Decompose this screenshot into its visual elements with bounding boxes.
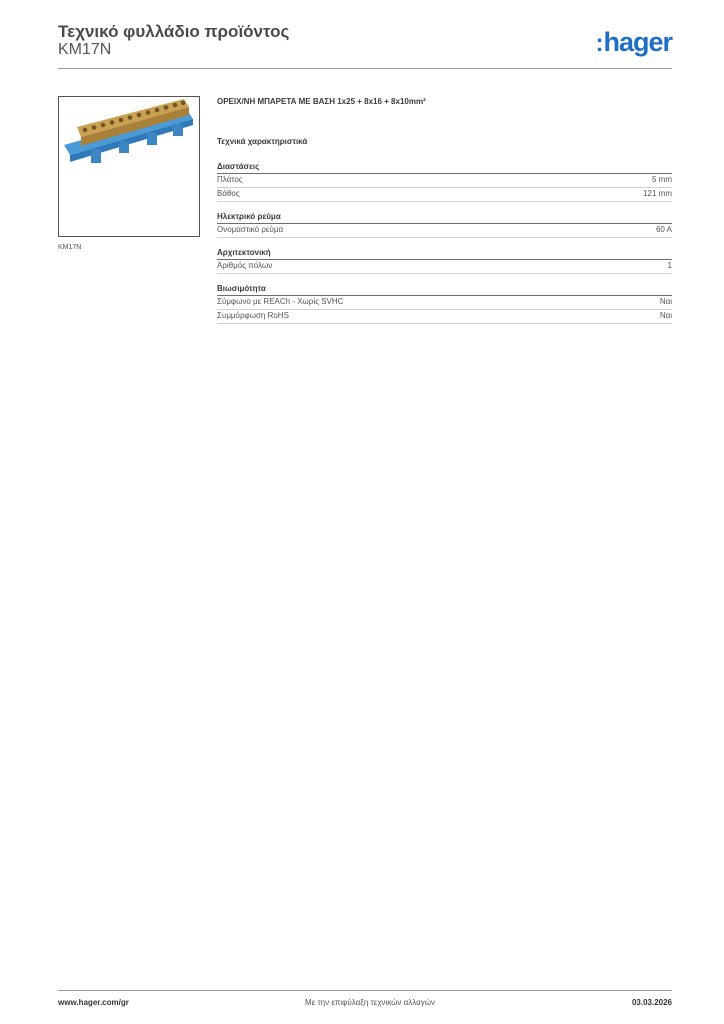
busbar-illustration-icon <box>59 97 199 236</box>
spec-label: Σύμφωνο με REACh - Χωρίς SVHC <box>217 297 344 306</box>
spec-group-title: Αρχιτεκτονική <box>217 247 672 260</box>
spec-label: Πλάτος <box>217 175 243 184</box>
spec-group-dimensions <box>217 161 672 202</box>
spec-row <box>217 188 672 202</box>
spec-value: 60 A <box>655 225 672 234</box>
brand-logo <box>595 28 672 58</box>
spec-row <box>217 174 672 188</box>
spec-label: Βάθος <box>217 189 240 198</box>
product-code-heading: KM17N <box>58 41 112 58</box>
footer-divider <box>58 990 672 991</box>
spec-group-sustainability <box>217 283 672 324</box>
logo-mark-icon: : <box>595 30 603 57</box>
spec-group-title: Διαστάσεις <box>217 161 672 174</box>
product-details <box>217 96 672 333</box>
product-name: ΟΡΕΙΧ/ΝΗ ΜΠΑΡΕΤΑ ΜΕ ΒΑΣΗ 1x25 + 8x16 + 8x10mm² <box>217 97 426 106</box>
spec-label: Αριθμός πόλων <box>217 261 273 270</box>
spec-value: 121 mm <box>643 189 672 198</box>
spec-value: Ναι <box>659 297 672 306</box>
spec-row <box>217 310 672 324</box>
header-divider <box>58 68 672 69</box>
footer-website-link[interactable]: www.hager.com/gr <box>58 998 129 1007</box>
spec-group-title: Βιωσιμότητα <box>217 283 672 296</box>
footer-date: 03.03.2026 <box>631 998 672 1007</box>
spec-label: Ονομαστικό ρεύμα <box>217 225 284 234</box>
brand-name: hager <box>603 27 672 57</box>
specs-heading: Τεχνικά χαρακτηριστικά <box>217 137 308 146</box>
image-caption: KM17N <box>58 244 82 251</box>
spec-label: Συμμόρφωση RoHS <box>217 311 289 320</box>
spec-value: 1 <box>667 261 672 270</box>
spec-group-electrical <box>217 211 672 238</box>
spec-value: 5 mm <box>652 175 672 184</box>
spec-group-title: Ηλεκτρικό ρεύμα <box>217 211 672 224</box>
spec-row <box>217 260 672 274</box>
spec-value: Ναι <box>659 311 672 320</box>
footer-disclaimer: Με την επιφύλαξη τεχνικών αλλαγών <box>305 998 435 1007</box>
spec-row <box>217 296 672 310</box>
product-image <box>58 96 200 237</box>
spec-group-architecture <box>217 247 672 274</box>
document-title: Τεχνικό φυλλάδιο προϊόντος <box>58 22 290 41</box>
spec-row <box>217 224 672 238</box>
